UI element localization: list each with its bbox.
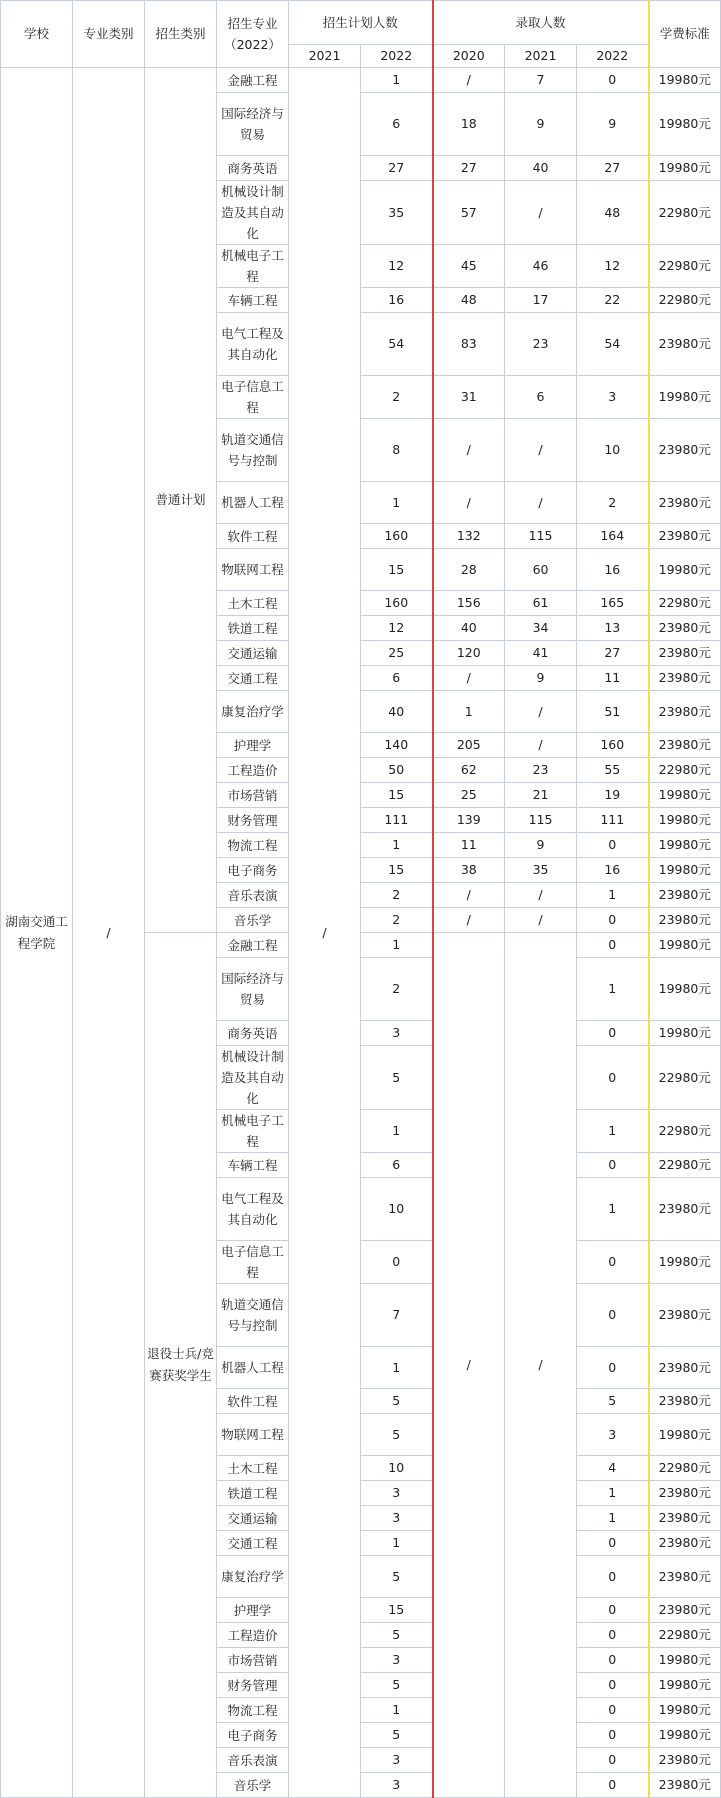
major-cell: 电气工程及其自动化	[217, 313, 289, 376]
major-cell: 物联网工程	[217, 549, 289, 591]
admitted-2022-cell: 164	[577, 524, 649, 549]
major-cell: 音乐学	[217, 908, 289, 933]
major-cell: 电子商务	[217, 1723, 289, 1748]
plan-2022-cell: 3	[361, 1748, 433, 1773]
major-cell: 康复治疗学	[217, 691, 289, 733]
plan-2022-cell: 5	[361, 1556, 433, 1598]
major-cell: 交通工程	[217, 666, 289, 691]
admitted-2020-cell: 28	[433, 549, 505, 591]
admitted-2021-cell: /	[505, 419, 577, 482]
admitted-2021-cell: 115	[505, 524, 577, 549]
major-cell: 物流工程	[217, 833, 289, 858]
table-body	[1, 68, 721, 1798]
major-cell: 市场营销	[217, 783, 289, 808]
plan-2022-cell: 7	[361, 1284, 433, 1347]
admitted-2021-cell: /	[505, 181, 577, 245]
plan-2022-cell: 5	[361, 1046, 433, 1110]
admitted-2021-cell: /	[505, 908, 577, 933]
plan-2022-cell: 6	[361, 666, 433, 691]
enroll-type-cell: 退役士兵/竞赛获奖学生	[145, 933, 217, 1798]
major-cell: 物流工程	[217, 1698, 289, 1723]
admitted-2021-cell: 40	[505, 156, 577, 181]
tuition-cell: 22980元	[649, 758, 721, 783]
plan-2022-cell: 2	[361, 883, 433, 908]
admitted-2022-cell: 3	[577, 1414, 649, 1456]
header-major-category: 专业类别	[73, 1, 145, 68]
admitted-2020-cell: 205	[433, 733, 505, 758]
plan-2022-cell: 16	[361, 288, 433, 313]
plan-2022-cell: 15	[361, 549, 433, 591]
major-cell: 工程造价	[217, 1623, 289, 1648]
admitted-2021-cell: 9	[505, 833, 577, 858]
header-plan: 招生计划人数	[289, 1, 433, 45]
admitted-2022-cell: 0	[577, 1021, 649, 1046]
admitted-2020-cell: 132	[433, 524, 505, 549]
admitted-2022-cell: 0	[577, 1556, 649, 1598]
plan-2022-cell: 3	[361, 1021, 433, 1046]
plan-2022-cell: 40	[361, 691, 433, 733]
admitted-2022-cell: 0	[577, 1773, 649, 1798]
admitted-2022-cell: 0	[577, 908, 649, 933]
admitted-2022-cell: 10	[577, 419, 649, 482]
admitted-2020-cell: 38	[433, 858, 505, 883]
plan-2022-cell: 10	[361, 1178, 433, 1241]
plan-2022-cell: 5	[361, 1389, 433, 1414]
tuition-cell: 19980元	[649, 93, 721, 156]
tuition-cell: 19980元	[649, 68, 721, 93]
plan-2022-cell: 12	[361, 616, 433, 641]
admitted-2021-cell: 7	[505, 68, 577, 93]
admitted-2020-cell: 45	[433, 245, 505, 288]
admitted-2021-cell: 17	[505, 288, 577, 313]
admitted-2020-cell: 1	[433, 691, 505, 733]
major-cell: 电子商务	[217, 858, 289, 883]
major-cell: 电子信息工程	[217, 1241, 289, 1284]
tuition-cell: 23980元	[649, 691, 721, 733]
major-cell: 护理学	[217, 1598, 289, 1623]
tuition-cell: 19980元	[649, 1673, 721, 1698]
plan-2022-cell: 1	[361, 482, 433, 524]
plan-2022-cell: 5	[361, 1673, 433, 1698]
admitted-2022-cell: 0	[577, 833, 649, 858]
tuition-cell: 23980元	[649, 1556, 721, 1598]
tuition-cell: 23980元	[649, 1389, 721, 1414]
header-plan-2021: 2021	[289, 45, 361, 68]
admitted-2020-cell: 62	[433, 758, 505, 783]
major-cell: 交通运输	[217, 641, 289, 666]
tuition-cell: 22980元	[649, 1623, 721, 1648]
admitted-2022-cell: 27	[577, 641, 649, 666]
major-cell: 车辆工程	[217, 288, 289, 313]
admitted-2021-cell: /	[505, 691, 577, 733]
admitted-2022-cell: 27	[577, 156, 649, 181]
header-admitted: 录取人数	[433, 1, 649, 45]
tuition-cell: 19980元	[649, 1414, 721, 1456]
admitted-2022-cell: 0	[577, 1723, 649, 1748]
admitted-2020-cell: 25	[433, 783, 505, 808]
admitted-2022-cell: 111	[577, 808, 649, 833]
admitted-2022-cell: 1	[577, 1506, 649, 1531]
tuition-cell: 23980元	[649, 1531, 721, 1556]
admitted-2022-cell: 13	[577, 616, 649, 641]
major-cell: 轨道交通信号与控制	[217, 1284, 289, 1347]
admitted-2020-cell: 40	[433, 616, 505, 641]
plan-2022-cell: 25	[361, 641, 433, 666]
admitted-2022-cell: 1	[577, 1481, 649, 1506]
tuition-cell: 19980元	[649, 858, 721, 883]
admitted-2021-cell: /	[505, 482, 577, 524]
tuition-cell: 22980元	[649, 288, 721, 313]
admitted-2021-cell: 34	[505, 616, 577, 641]
major-cell: 工程造价	[217, 758, 289, 783]
major-category-cell: /	[73, 68, 145, 1798]
tuition-cell: 23980元	[649, 1506, 721, 1531]
major-cell: 财务管理	[217, 808, 289, 833]
admitted-2020-cell: 27	[433, 156, 505, 181]
plan-2022-cell: 1	[361, 1698, 433, 1723]
admitted-2022-cell: 0	[577, 933, 649, 958]
admitted-2021-merged-cell: /	[505, 933, 577, 1798]
tuition-cell: 19980元	[649, 833, 721, 858]
plan-2022-cell: 12	[361, 245, 433, 288]
admitted-2022-cell: 54	[577, 313, 649, 376]
major-cell: 土木工程	[217, 591, 289, 616]
tuition-cell: 23980元	[649, 419, 721, 482]
header-admitted-2021: 2021	[505, 45, 577, 68]
tuition-cell: 22980元	[649, 1046, 721, 1110]
admitted-2022-cell: 0	[577, 1241, 649, 1284]
tuition-cell: 23980元	[649, 1347, 721, 1389]
tuition-cell: 23980元	[649, 908, 721, 933]
tuition-cell: 23980元	[649, 641, 721, 666]
plan-2022-cell: 1	[361, 933, 433, 958]
major-cell: 轨道交通信号与控制	[217, 419, 289, 482]
major-cell: 金融工程	[217, 933, 289, 958]
major-cell: 财务管理	[217, 1673, 289, 1698]
admitted-2022-cell: 16	[577, 549, 649, 591]
major-cell: 铁道工程	[217, 1481, 289, 1506]
admitted-2022-cell: 11	[577, 666, 649, 691]
tuition-cell: 23980元	[649, 482, 721, 524]
admitted-2021-cell: 9	[505, 666, 577, 691]
tuition-cell: 23980元	[649, 1598, 721, 1623]
major-cell: 机械设计制造及其自动化	[217, 181, 289, 245]
admitted-2022-cell: 12	[577, 245, 649, 288]
major-cell: 金融工程	[217, 68, 289, 93]
tuition-cell: 22980元	[649, 181, 721, 245]
major-cell: 机械电子工程	[217, 245, 289, 288]
plan-2022-cell: 3	[361, 1506, 433, 1531]
tuition-cell: 19980元	[649, 1723, 721, 1748]
major-cell: 机械电子工程	[217, 1110, 289, 1153]
plan-2022-cell: 0	[361, 1241, 433, 1284]
plan-2022-cell: 5	[361, 1723, 433, 1748]
admitted-2022-cell: 4	[577, 1456, 649, 1481]
admitted-2020-cell: /	[433, 419, 505, 482]
major-cell: 电子信息工程	[217, 376, 289, 419]
major-cell: 音乐表演	[217, 1748, 289, 1773]
admitted-2022-cell: 48	[577, 181, 649, 245]
admitted-2022-cell: 0	[577, 1153, 649, 1178]
major-cell: 机器人工程	[217, 1347, 289, 1389]
major-cell: 交通运输	[217, 1506, 289, 1531]
admitted-2020-cell: /	[433, 908, 505, 933]
tuition-cell: 23980元	[649, 666, 721, 691]
plan-2022-cell: 140	[361, 733, 433, 758]
admitted-2020-cell: 18	[433, 93, 505, 156]
tuition-cell: 23980元	[649, 1284, 721, 1347]
plan-2022-cell: 111	[361, 808, 433, 833]
plan-2022-cell: 54	[361, 313, 433, 376]
admitted-2021-cell: 115	[505, 808, 577, 833]
admitted-2021-cell: /	[505, 733, 577, 758]
admitted-2022-cell: 0	[577, 1648, 649, 1673]
tuition-cell: 22980元	[649, 591, 721, 616]
major-cell: 铁道工程	[217, 616, 289, 641]
admitted-2022-cell: 0	[577, 1698, 649, 1723]
header-tuition: 学费标准	[649, 1, 721, 68]
header-school: 学校	[1, 1, 73, 68]
plan-2022-cell: 27	[361, 156, 433, 181]
major-cell: 护理学	[217, 733, 289, 758]
major-cell: 土木工程	[217, 1456, 289, 1481]
admitted-2021-cell: 23	[505, 758, 577, 783]
admitted-2022-cell: 2	[577, 482, 649, 524]
plan-2022-cell: 10	[361, 1456, 433, 1481]
admitted-2020-cell: /	[433, 666, 505, 691]
admitted-2022-cell: 0	[577, 1046, 649, 1110]
major-cell: 机器人工程	[217, 482, 289, 524]
admitted-2022-cell: 1	[577, 1178, 649, 1241]
tuition-cell: 19980元	[649, 549, 721, 591]
plan-2022-cell: 8	[361, 419, 433, 482]
admitted-2022-cell: 1	[577, 1110, 649, 1153]
tuition-cell: 19980元	[649, 376, 721, 419]
admitted-2022-cell: 0	[577, 68, 649, 93]
plan-2022-cell: 1	[361, 68, 433, 93]
tuition-cell: 19980元	[649, 1648, 721, 1673]
admitted-2022-cell: 0	[577, 1531, 649, 1556]
admitted-2021-cell: 60	[505, 549, 577, 591]
major-cell: 音乐学	[217, 1773, 289, 1798]
header-plan-2022: 2022	[361, 45, 433, 68]
admitted-2021-cell: 23	[505, 313, 577, 376]
admitted-2022-cell: 0	[577, 1623, 649, 1648]
admitted-2022-cell: 5	[577, 1389, 649, 1414]
header-admitted-2022: 2022	[577, 45, 649, 68]
tuition-cell: 23980元	[649, 313, 721, 376]
major-cell: 物联网工程	[217, 1414, 289, 1456]
tuition-cell: 19980元	[649, 808, 721, 833]
plan-2022-cell: 3	[361, 1481, 433, 1506]
tuition-cell: 23980元	[649, 1178, 721, 1241]
admitted-2020-merged-cell: /	[433, 933, 505, 1798]
tuition-cell: 19980元	[649, 958, 721, 1021]
tuition-cell: 19980元	[649, 1021, 721, 1046]
major-cell: 音乐表演	[217, 883, 289, 908]
admitted-2022-cell: 3	[577, 376, 649, 419]
plan-2021-cell: /	[289, 68, 361, 1798]
plan-2022-cell: 35	[361, 181, 433, 245]
plan-2022-cell: 6	[361, 93, 433, 156]
major-cell: 商务英语	[217, 1021, 289, 1046]
plan-2022-cell: 160	[361, 524, 433, 549]
tuition-cell: 19980元	[649, 783, 721, 808]
admitted-2020-cell: /	[433, 883, 505, 908]
major-cell: 车辆工程	[217, 1153, 289, 1178]
admitted-2022-cell: 165	[577, 591, 649, 616]
major-cell: 软件工程	[217, 1389, 289, 1414]
major-cell: 康复治疗学	[217, 1556, 289, 1598]
admitted-2020-cell: 83	[433, 313, 505, 376]
tuition-cell: 22980元	[649, 1456, 721, 1481]
admitted-2020-cell: 139	[433, 808, 505, 833]
plan-2022-cell: 5	[361, 1414, 433, 1456]
major-cell: 软件工程	[217, 524, 289, 549]
admitted-2020-cell: 156	[433, 591, 505, 616]
plan-2022-cell: 160	[361, 591, 433, 616]
plan-2022-cell: 15	[361, 783, 433, 808]
plan-2022-cell: 1	[361, 1531, 433, 1556]
tuition-cell: 23980元	[649, 883, 721, 908]
tuition-cell: 19980元	[649, 1698, 721, 1723]
admitted-2022-cell: 0	[577, 1284, 649, 1347]
plan-2022-cell: 2	[361, 958, 433, 1021]
plan-2022-cell: 3	[361, 1648, 433, 1673]
admitted-2021-cell: 35	[505, 858, 577, 883]
admitted-2022-cell: 22	[577, 288, 649, 313]
admitted-2022-cell: 1	[577, 883, 649, 908]
major-cell: 国际经济与贸易	[217, 93, 289, 156]
admitted-2021-cell: 46	[505, 245, 577, 288]
tuition-cell: 23980元	[649, 616, 721, 641]
tuition-cell: 23980元	[649, 524, 721, 549]
plan-2022-cell: 15	[361, 1598, 433, 1623]
header-enroll-type: 招生类别	[145, 1, 217, 68]
major-cell: 交通工程	[217, 1531, 289, 1556]
admitted-2021-cell: /	[505, 883, 577, 908]
plan-2022-cell: 5	[361, 1623, 433, 1648]
tuition-cell: 19980元	[649, 156, 721, 181]
admitted-2022-cell: 0	[577, 1673, 649, 1698]
admitted-2020-cell: 57	[433, 181, 505, 245]
admitted-2020-cell: /	[433, 68, 505, 93]
major-cell: 国际经济与贸易	[217, 958, 289, 1021]
admitted-2022-cell: 51	[577, 691, 649, 733]
admitted-2020-cell: 48	[433, 288, 505, 313]
tuition-cell: 22980元	[649, 1153, 721, 1178]
tuition-cell: 22980元	[649, 1110, 721, 1153]
header-admitted-2020: 2020	[433, 45, 505, 68]
major-cell: 机械设计制造及其自动化	[217, 1046, 289, 1110]
admitted-2020-cell: 120	[433, 641, 505, 666]
plan-2022-cell: 3	[361, 1773, 433, 1798]
admitted-2022-cell: 55	[577, 758, 649, 783]
plan-2022-cell: 6	[361, 1153, 433, 1178]
tuition-cell: 23980元	[649, 1748, 721, 1773]
school-name-cell: 湖南交通工程学院	[1, 68, 73, 1798]
admitted-2022-cell: 0	[577, 1748, 649, 1773]
plan-2022-cell: 15	[361, 858, 433, 883]
plan-2022-cell: 1	[361, 1110, 433, 1153]
admitted-2022-cell: 1	[577, 958, 649, 1021]
admitted-2021-cell: 61	[505, 591, 577, 616]
enroll-type-cell: 普通计划	[145, 68, 217, 933]
header-major: 招生专业（2022）	[217, 1, 289, 68]
admitted-2021-cell: 9	[505, 93, 577, 156]
table-row	[1, 68, 721, 93]
tuition-cell: 19980元	[649, 1241, 721, 1284]
plan-2022-cell: 50	[361, 758, 433, 783]
admitted-2021-cell: 21	[505, 783, 577, 808]
admitted-2020-cell: /	[433, 482, 505, 524]
plan-2022-cell: 1	[361, 833, 433, 858]
admitted-2021-cell: 6	[505, 376, 577, 419]
admitted-2020-cell: 11	[433, 833, 505, 858]
tuition-cell: 19980元	[649, 933, 721, 958]
admitted-2022-cell: 16	[577, 858, 649, 883]
plan-2022-cell: 2	[361, 376, 433, 419]
admitted-2022-cell: 19	[577, 783, 649, 808]
admitted-2021-cell: 41	[505, 641, 577, 666]
admitted-2022-cell: 0	[577, 1598, 649, 1623]
major-cell: 商务英语	[217, 156, 289, 181]
admitted-2022-cell: 0	[577, 1347, 649, 1389]
tuition-cell: 23980元	[649, 1481, 721, 1506]
plan-2022-cell: 1	[361, 1347, 433, 1389]
tuition-cell: 23980元	[649, 1773, 721, 1798]
plan-2022-cell: 2	[361, 908, 433, 933]
major-cell: 电气工程及其自动化	[217, 1178, 289, 1241]
admitted-2022-cell: 9	[577, 93, 649, 156]
tuition-cell: 23980元	[649, 733, 721, 758]
admitted-2020-cell: 31	[433, 376, 505, 419]
tuition-cell: 22980元	[649, 245, 721, 288]
admitted-2022-cell: 160	[577, 733, 649, 758]
major-cell: 市场营销	[217, 1648, 289, 1673]
